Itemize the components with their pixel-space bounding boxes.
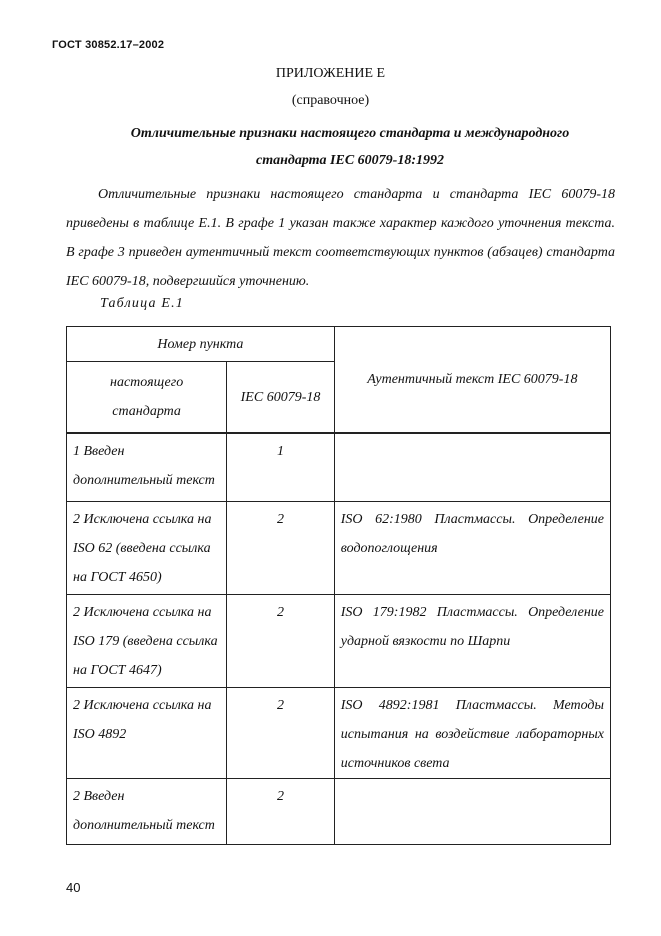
table-caption: Таблица Е.1 [100,296,184,311]
header-col3: Аутентичный текст IEC 60079-18 [334,327,610,434]
row1-col1: 1 Введен дополнительный текст [67,433,227,502]
table-row [67,502,611,595]
row5-col3 [334,779,610,845]
row3-col1: 2 Исключена ссылка на ISO 179 (введена ссылка на ГОСТ 4647) [67,595,227,688]
row2-col3: ISO 62:1980 Пластмассы. Определение водопоглощения [334,502,610,595]
table-row [67,779,611,845]
header-col2: IEC 60079-18 [227,362,335,434]
header-col1: настоящего стандарта [67,362,227,434]
row1-col3 [334,433,610,502]
document-code: ГОСТ 30852.17–2002 [52,39,165,51]
body-paragraph-text: Отличительные признаки настоящего стандарта и стандарта IEC 60079-18 приведены в таблице Е.1. В графе 1 указан также характер каждого уточнения текста. В графе 3 приведен аутентичный текст соответствующих пунктов (абзацев) стандарта IEC 60079-18, подвергшийся уточнению. [66,187,615,289]
appendix-heading-line2: стандарта IEC 60079-18:1992 [256,153,444,168]
row3-col2: 2 [227,595,335,688]
table-row [67,433,611,502]
appendix-heading [70,120,630,174]
row5-col2: 2 [227,779,335,845]
header-group-cell: Номер пункта [67,327,335,362]
appendix-subtitle: (справочное) [291,93,370,108]
row3-col3: ISO 179:1982 Пластмассы. Определение ударной вязкости по Шарпи [334,595,610,688]
body-paragraph [66,180,615,296]
page-number: 40 [66,880,81,895]
row4-col3: ISO 4892:1981 Пластмассы. Методы испытания на воздействие лабораторных источников света [334,688,610,779]
appendix-heading-line1: Отличительные признаки настоящего стандарта и международного [130,126,570,141]
row5-col1: 2 Введен дополнительный текст [67,779,227,845]
table-row [67,595,611,688]
row1-col2: 1 [227,433,335,502]
table-row [67,688,611,779]
row4-col2: 2 [227,688,335,779]
row4-col1: 2 Исключена ссылка на ISO 4892 [67,688,227,779]
appendix-title: ПРИЛОЖЕНИЕ Е [275,66,386,81]
table-header-row [67,327,611,362]
comparison-table [66,326,611,845]
row2-col1: 2 Исключена ссылка на ISO 62 (введена ссылка на ГОСТ 4650) [67,502,227,595]
row2-col2: 2 [227,502,335,595]
